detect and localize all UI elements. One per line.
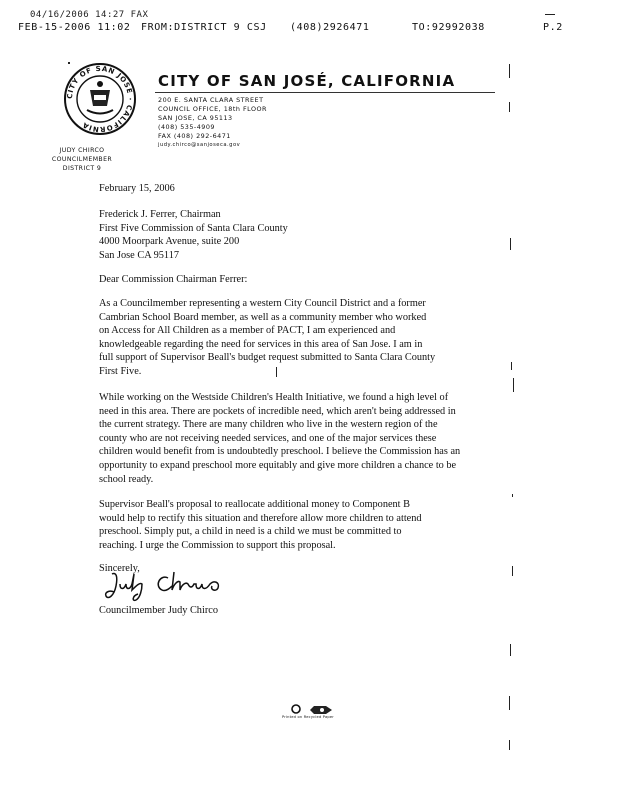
address-line: SAN JOSE, CA 95113 [158, 114, 233, 122]
closing: Sincerely, [99, 563, 140, 574]
address-line: COUNCIL OFFICE, 18th FLOOR [158, 105, 267, 113]
paragraph-line: Supervisor Beall's proposal to reallocate additional money to Component B [99, 499, 410, 510]
paragraph-line: the current strategy. There are many children who live in the western region of the [99, 419, 438, 431]
recipient-block [99, 208, 515, 262]
handwritten-signature [102, 568, 242, 604]
scan-mark [512, 494, 513, 497]
paragraph-3 [99, 498, 515, 552]
paragraph-line: reaching. I urge the Commission to support this proposal. [99, 539, 336, 551]
scan-mark [509, 740, 510, 750]
paragraph-line: children would benefit from is undoubtedly preschool. I believe the Commission has an [99, 446, 461, 458]
scan-mark [276, 367, 277, 377]
signer-name: Councilmember Judy Chirco [99, 605, 218, 616]
recycled-paper-icon [286, 702, 346, 724]
scan-mark [545, 14, 555, 15]
scan-mark [511, 362, 512, 370]
address-line: FAX (408) 292-6471 [158, 132, 231, 140]
paragraph-line: county who are not receiving needed services, and one of the major services these [99, 432, 437, 444]
fax-from: FROM:DISTRICT 9 CSJ [141, 22, 267, 33]
councilmember-block [34, 146, 130, 173]
councilmember-name: JUDY CHIRCO [59, 147, 105, 154]
letterhead-divider [155, 92, 495, 93]
fax-to: TO:92992038 [412, 22, 485, 33]
paragraph-line: need in this area. There are pockets of incredible need, which aren't being addressed in [99, 405, 456, 417]
address-line: (408) 535-4909 [158, 123, 215, 131]
recipient-line: San Jose CA 95117 [99, 249, 179, 261]
scan-mark [513, 378, 514, 392]
paragraph-line: preschool. Simply put, a child in need is a child we must be committed to [99, 526, 402, 538]
recipient-line: First Five Commission of Santa Clara County [99, 222, 288, 234]
district-label: DISTRICT 9 [62, 165, 102, 172]
paragraph-line: While working on the Westside Children's Health Initiative, we found a high level of [99, 392, 449, 403]
paragraph-line: full support of Supervisor Beall's budget request submitted to Santa Clara County [99, 352, 436, 364]
letter-date: February 15, 2006 [99, 183, 175, 194]
fax-date-time: FEB-15-2006 11:02 [18, 22, 131, 33]
recipient-line: 4000 Moorpark Avenue, suite 200 [99, 236, 240, 248]
email-line: judy.chirco@sanjoseca.gov [158, 142, 241, 148]
paragraph-line: As a Councilmember representing a western City Council District and a former [99, 298, 426, 309]
paragraph-1 [99, 297, 515, 379]
recipient-line: Frederick J. Ferrer, Chairman [99, 209, 221, 220]
scan-mark [68, 62, 70, 64]
fax-phone: (408)2926471 [290, 22, 370, 33]
seal-text: CITY OF SAN JOSE · CALIFORNIA [65, 64, 135, 134]
city-seal-icon [63, 62, 137, 136]
salutation: Dear Commission Chairman Ferrer: [99, 274, 248, 285]
paragraph-line: opportunity to expand preschool more equitably and give more children a chance to be [99, 459, 457, 471]
scan-mark [512, 566, 513, 576]
city-title: CITY OF SAN JOSÉ, CALIFORNIA [158, 72, 456, 90]
councilmember-title: COUNCILMEMBER [51, 156, 113, 163]
scan-mark [510, 238, 511, 250]
scan-mark [509, 102, 510, 112]
scan-mark [509, 696, 510, 710]
paragraph-line: on Access for All Children as a member of PACT, I am experienced and [99, 325, 396, 337]
paragraph-line: school ready. [99, 473, 154, 485]
scan-mark [510, 644, 511, 656]
recycled-paper-label: Printed on Recycled Paper [282, 715, 334, 719]
paragraph-2 [99, 391, 515, 486]
fax-page-number: P.2 [543, 22, 563, 33]
paragraph-line: knowledgeable regarding the need for services in this area of San Jose. I am in [99, 338, 423, 350]
fax-transmission-header: 04/16/2006 14:27 FAX [30, 10, 149, 20]
paragraph-line: First Five. [99, 365, 142, 377]
scan-mark [509, 64, 510, 78]
address-line: 200 E. SANTA CLARA STREET [158, 96, 264, 104]
paragraph-line: would help to rectify this situation and therefore allow more children to attend [99, 512, 422, 524]
office-address [158, 96, 267, 150]
paragraph-line: Cambrian School Board member, as well as a community member who worked [99, 311, 427, 323]
